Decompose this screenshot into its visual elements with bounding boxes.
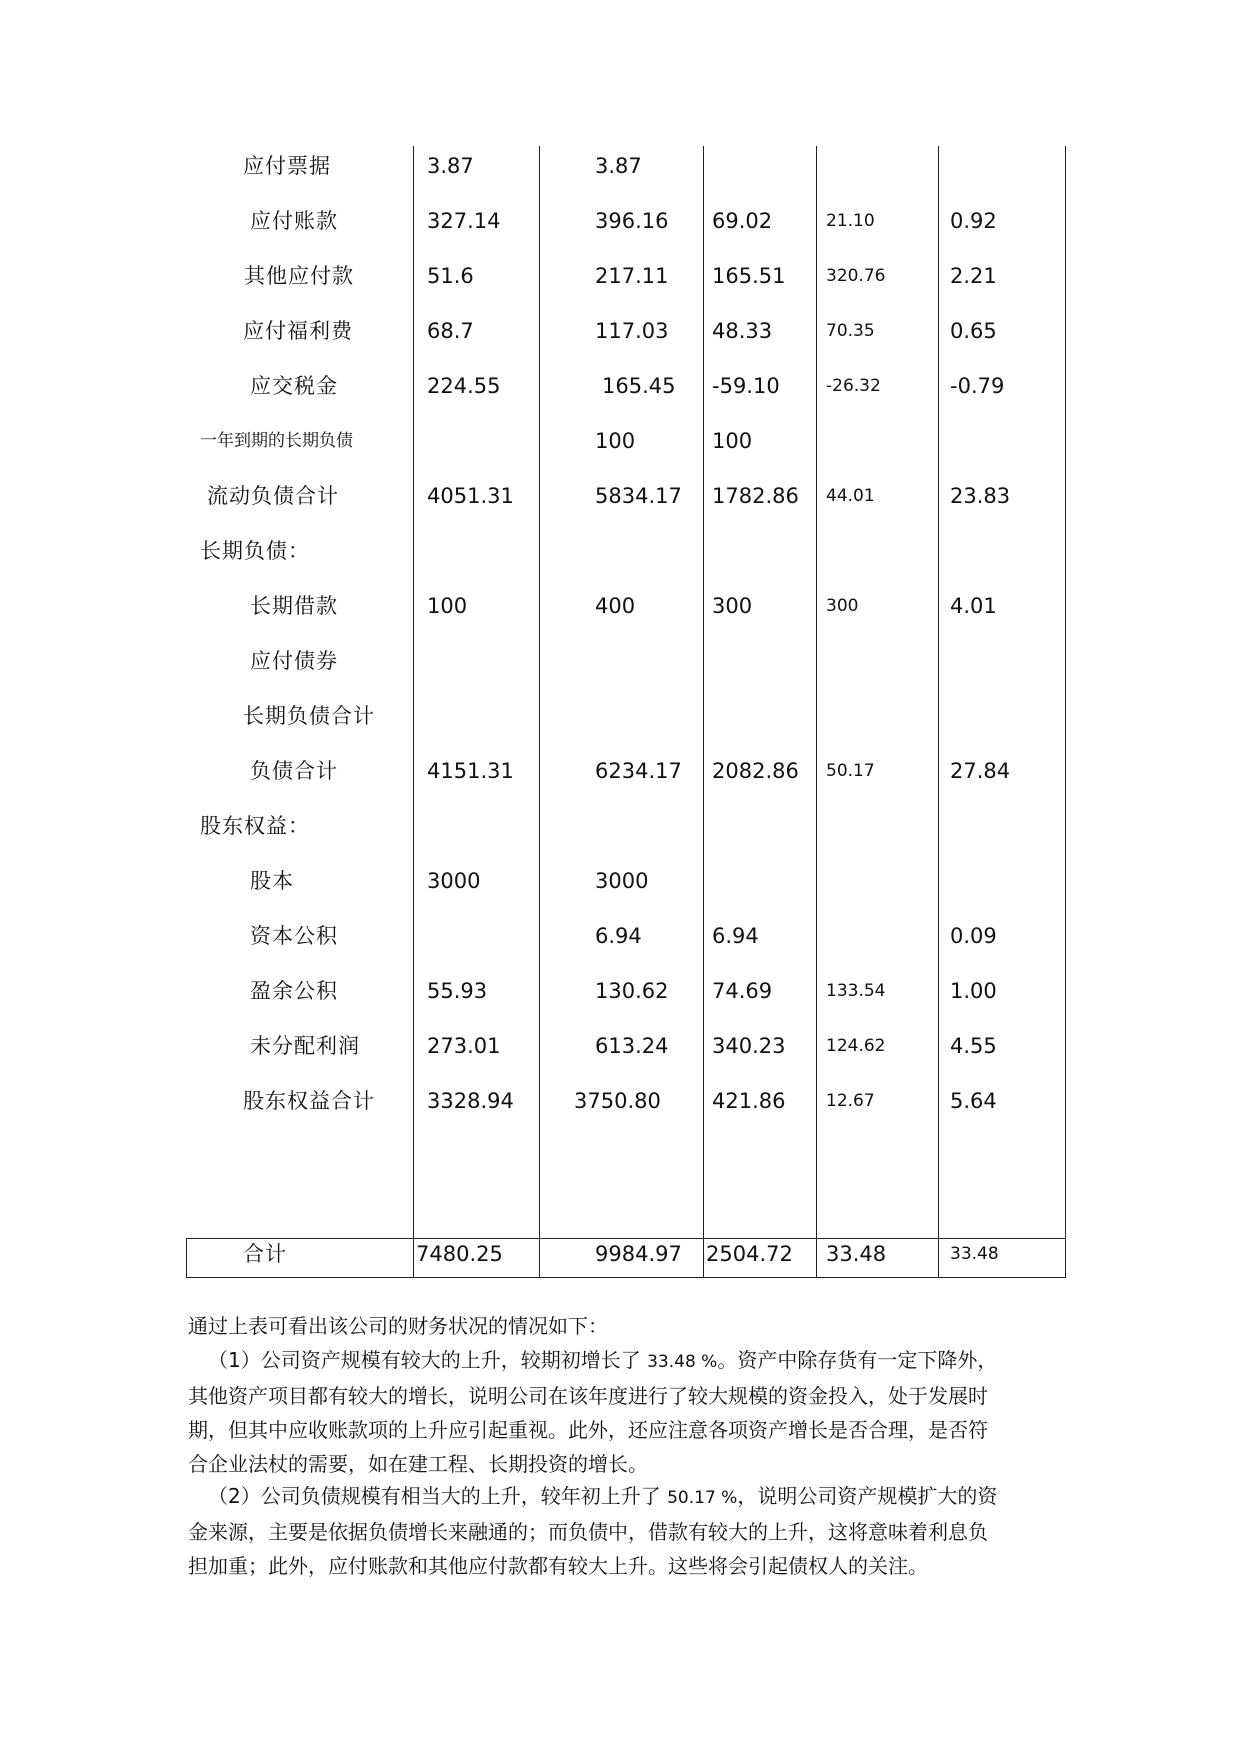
closing-value: 613.24 [595,1034,669,1058]
row-label: 应交税金 [250,374,338,398]
change-amount: 6.94 [712,924,759,948]
change-amount: 2504.72 [706,1242,793,1266]
point-2-text: （2）公司负债规模有相当大的上升，较年初上升了 [208,1484,668,1508]
table-row [186,861,1066,901]
point-1-text: （1）公司资产规模有较大的上升，较期初增长了 [208,1348,648,1372]
share-percent: 0.65 [950,319,997,343]
opening-value: 3000 [427,869,481,893]
share-percent: -0.79 [950,374,1005,398]
change-percent: 300 [826,596,859,616]
table-row [186,641,1066,681]
asset-growth-percent: 33.48 % [647,1352,718,1372]
table-row [186,256,1066,296]
opening-value: 4151.31 [427,759,514,783]
row-label: 一年到期的长期负债 [200,431,353,451]
row-label: 长期借款 [250,594,338,618]
change-percent: 70.35 [826,321,875,341]
section-label: 长期负债： [200,539,310,563]
row-label: 盈余公积 [250,979,338,1003]
row-label: 负债合计 [250,759,338,783]
analysis-point-2 [188,1479,1068,1583]
change-percent: 12.67 [826,1091,875,1111]
closing-value: 217.11 [595,264,669,288]
table-row [186,476,1066,516]
closing-value: 5834.17 [595,484,682,508]
change-amount: -59.10 [712,374,780,398]
table-row [186,751,1066,791]
closing-value: 117.03 [595,319,669,343]
row-label: 其他应付款 [244,264,354,288]
share-percent: 4.01 [950,594,997,618]
liability-growth-percent: 50.17 % [667,1488,738,1508]
closing-value: 396.16 [595,209,669,233]
change-amount: 48.33 [712,319,773,343]
table-row [186,806,1066,846]
row-label: 未分配利润 [250,1034,360,1058]
table-row [186,696,1066,736]
closing-value: 3000 [595,869,649,893]
opening-value: 7480.25 [416,1242,503,1266]
table-row [186,421,1066,461]
point-1-text: 。资产中除存货有一定下降外， [717,1348,998,1372]
row-label: 合计 [243,1242,287,1266]
intro-sentence: 通过上表可看出该公司的财务状况的情况如下： [188,1314,608,1338]
intro-text [188,1309,1068,1343]
table-row [186,1081,1066,1121]
opening-value: 3328.94 [427,1089,514,1113]
row-label: 长期负债合计 [243,704,375,728]
closing-value: 6234.17 [595,759,682,783]
closing-value: 130.62 [595,979,669,1003]
opening-value: 51.6 [427,264,474,288]
analysis-point-1 [188,1343,1068,1481]
opening-value: 273.01 [427,1034,501,1058]
change-amount: 2082.86 [712,759,799,783]
opening-value: 327.14 [427,209,501,233]
point-2-line-2: 金来源，主要是依据负债增长来融通的；而负债中，借款有较大的上升，这将意味着利息负 [188,1520,988,1544]
opening-value: 224.55 [427,374,501,398]
row-label: 应付票据 [243,154,331,178]
closing-value: 100 [595,429,636,453]
point-2-line-3: 担加重；此外，应付账款和其他应付款都有较大上升。这些将会引起债权人的关注。 [188,1554,928,1578]
share-percent: 23.83 [950,484,1011,508]
opening-value: 100 [427,594,468,618]
closing-value: 3750.80 [574,1089,661,1113]
share-percent: 5.64 [950,1089,997,1113]
section-label: 股东权益： [200,814,310,838]
closing-value: 3.87 [595,154,642,178]
row-label: 流动负债合计 [207,484,339,508]
change-amount: 69.02 [712,209,773,233]
change-percent: 320.76 [826,266,886,286]
share-percent: 1.00 [950,979,997,1003]
change-percent: 33.48 [826,1242,887,1266]
point-1-line-3: 期，但其中应收账款项的上升应引起重视。此外，还应注意各项资产增长是否合理，是否符 [188,1418,988,1442]
table-total-row [186,1239,1066,1277]
table-bottom-border [186,1277,1066,1278]
opening-value: 3.87 [427,154,474,178]
table-row [186,146,1066,186]
change-amount: 74.69 [712,979,773,1003]
table-row [186,201,1066,241]
share-percent: 0.92 [950,209,997,233]
point-1-line-4: 合企业法杖的需要，如在建工程、长期投资的增长。 [188,1452,648,1476]
opening-value: 4051.31 [427,484,514,508]
point-1-line-1 [188,1343,1068,1379]
share-percent: 27.84 [950,759,1011,783]
share-percent: 2.21 [950,264,997,288]
table-row [186,971,1066,1011]
table-row [186,531,1066,571]
change-amount: 300 [712,594,753,618]
change-percent: 44.01 [826,486,875,506]
opening-value: 55.93 [427,979,488,1003]
change-percent: 133.54 [826,981,886,1001]
change-amount: 165.51 [712,264,786,288]
row-label: 应付账款 [250,209,338,233]
row-label: 资本公积 [250,924,338,948]
point-2-line-1 [188,1479,1068,1515]
table-row [186,366,1066,406]
row-label: 股本 [250,869,294,893]
closing-value: 400 [595,594,636,618]
closing-value: 165.45 [602,374,676,398]
change-percent: 124.62 [826,1036,886,1056]
closing-value: 6.94 [595,924,642,948]
table-row [186,1026,1066,1066]
row-label: 股东权益合计 [243,1089,375,1113]
share-percent: 0.09 [950,924,997,948]
share-percent: 33.48 [950,1244,999,1264]
change-percent: -26.32 [826,376,881,396]
table-row [186,311,1066,351]
share-percent: 4.55 [950,1034,997,1058]
change-amount: 421.86 [712,1089,786,1113]
closing-value: 9984.97 [595,1242,682,1266]
change-amount: 340.23 [712,1034,786,1058]
row-label: 应付福利费 [243,319,353,343]
row-label: 应付债券 [250,649,338,673]
change-amount: 1782.86 [712,484,799,508]
point-1-line-2: 其他资产项目都有较大的增长，说明公司在该年度进行了较大规模的资金投入，处于发展时 [188,1384,988,1408]
table-row [186,916,1066,956]
change-amount: 100 [712,429,753,453]
change-percent: 50.17 [826,761,875,781]
opening-value: 68.7 [427,319,474,343]
table-row [186,586,1066,626]
change-percent: 21.10 [826,211,875,231]
balance-sheet-table [186,146,1066,1278]
point-2-text: ，说明公司资产规模扩大的资 [737,1484,998,1508]
